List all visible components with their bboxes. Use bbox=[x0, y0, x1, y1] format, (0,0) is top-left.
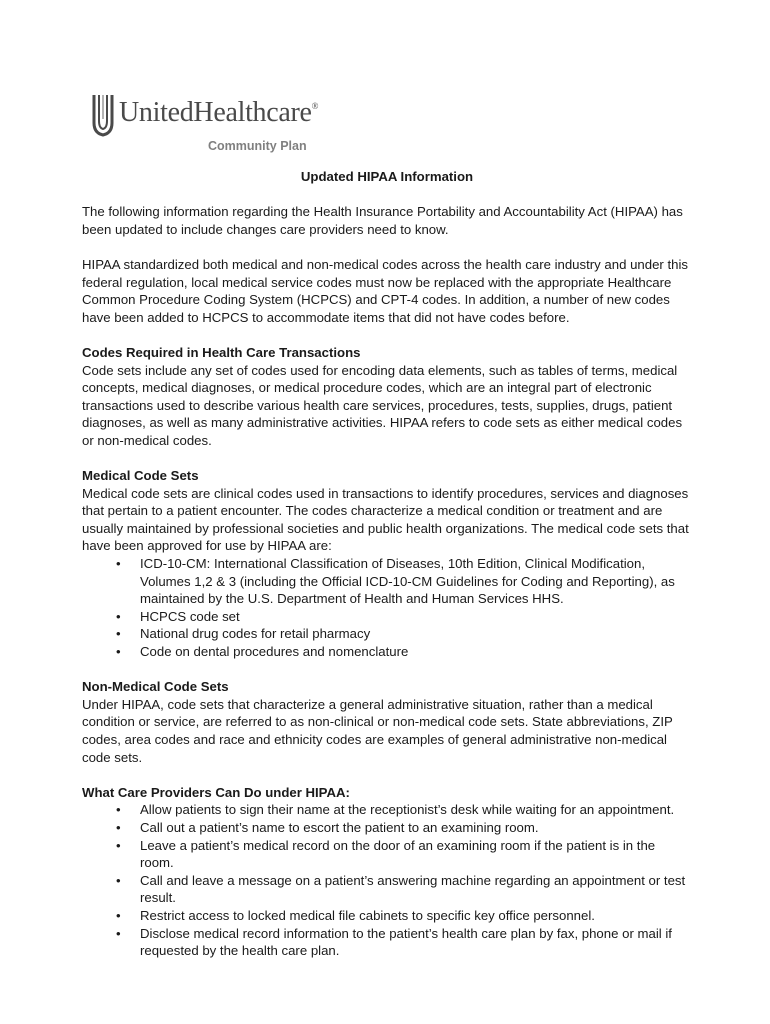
list-item: • Call and leave a message on a patient’s answering machine regarding an appointment or test result. bbox=[82, 872, 692, 907]
list-item: • ICD-10-CM: International Classification of Diseases, 10th Edition, Clinical Modification, Volumes 1,2 & 3 (including the Official ICD-10-CM Guidelines for Coding and Reporting), as maintained by the U.S. Department of Health and Human Services HHS. bbox=[82, 555, 692, 608]
codes-required-body: Code sets include any set of codes used for encoding data elements, such as tables of terms, medical concepts, medical diagnoses, or medical procedure codes, which are an integral part of electronic transactions used to describe various health care services, procedures, tests, supplies, drugs, patient diagnoses, as well as many administrative activities. HIPAA refers to code sets as either medical codes or non-medical codes. bbox=[82, 362, 683, 448]
logo-subtitle: Community Plan bbox=[208, 139, 307, 153]
list-item: • Disclose medical record information to the patient’s health care plan by fax, phone or mail if requested by the health care plan. bbox=[82, 925, 692, 960]
medical-code-sets-heading: Medical Code Sets bbox=[82, 468, 199, 484]
list-item: • National drug codes for retail pharmacy bbox=[82, 625, 692, 643]
non-medical-body: Under HIPAA, code sets that characterize a general administrative situation, rather than a medical condition or service, are referred to as non-clinical or non-medical code sets. State abbreviations, ZIP codes, area codes and race and ethnicity codes are examples of general administrative non-medical code sets. bbox=[82, 696, 673, 765]
providers-section bbox=[82, 784, 692, 960]
registered-mark: ® bbox=[311, 101, 319, 111]
list-item: • HCPCS code set bbox=[82, 608, 692, 626]
medical-code-sets-body: Medical code sets are clinical codes used in transactions to identify procedures, services and diagnoses that pertain to a patient encounter. The codes characterize a medical condition or treatment and are usually maintained by professional societies and public health organizations. The medical code sets that have been approved for use by HIPAA are: bbox=[82, 485, 689, 554]
list-item: • Leave a patient’s medical record on the door of an examining room if the patient is in the room. bbox=[82, 837, 692, 872]
standardized-paragraph: HIPAA standardized both medical and non-medical codes across the health care industry and under this federal regulation, local medical service codes must now be replaced with the appropriate Healthcare Common Procedure Coding System (HCPCS) and CPT-4 codes. In addition, a number of new codes have been added to HCPCS to accommodate items that did not have codes before. bbox=[82, 256, 688, 325]
list-item: • Allow patients to sign their name at the receptionist’s desk while waiting for an appointment. bbox=[82, 801, 692, 819]
non-medical-heading: Non-Medical Code Sets bbox=[82, 679, 229, 695]
document-body bbox=[82, 168, 692, 977]
page-title: Updated HIPAA Information bbox=[300, 169, 474, 184]
non-medical-section bbox=[82, 678, 692, 766]
medical-code-sets-section bbox=[82, 467, 692, 661]
list-item: • Call out a patient’s name to escort the patient to an examining room. bbox=[82, 819, 692, 837]
uhc-shield-icon bbox=[91, 93, 115, 137]
intro-paragraph: The following information regarding the Health Insurance Portability and Accountability Act (HIPAA) has been updated to include changes care providers need to know. bbox=[82, 204, 683, 237]
list-item: • Restrict access to locked medical file cabinets to specific key office personnel. bbox=[82, 907, 692, 925]
list-item: • Code on dental procedures and nomenclature bbox=[82, 643, 692, 661]
medical-code-sets-list bbox=[82, 555, 692, 661]
unitedhealthcare-logo bbox=[91, 93, 331, 155]
logo-wordmark: UnitedHealthcare® bbox=[119, 97, 319, 128]
codes-required-heading: Codes Required in Health Care Transactions bbox=[82, 344, 361, 360]
codes-required-section bbox=[82, 344, 692, 450]
providers-heading: What Care Providers Can Do under HIPAA: bbox=[82, 784, 350, 800]
providers-list bbox=[82, 801, 692, 959]
